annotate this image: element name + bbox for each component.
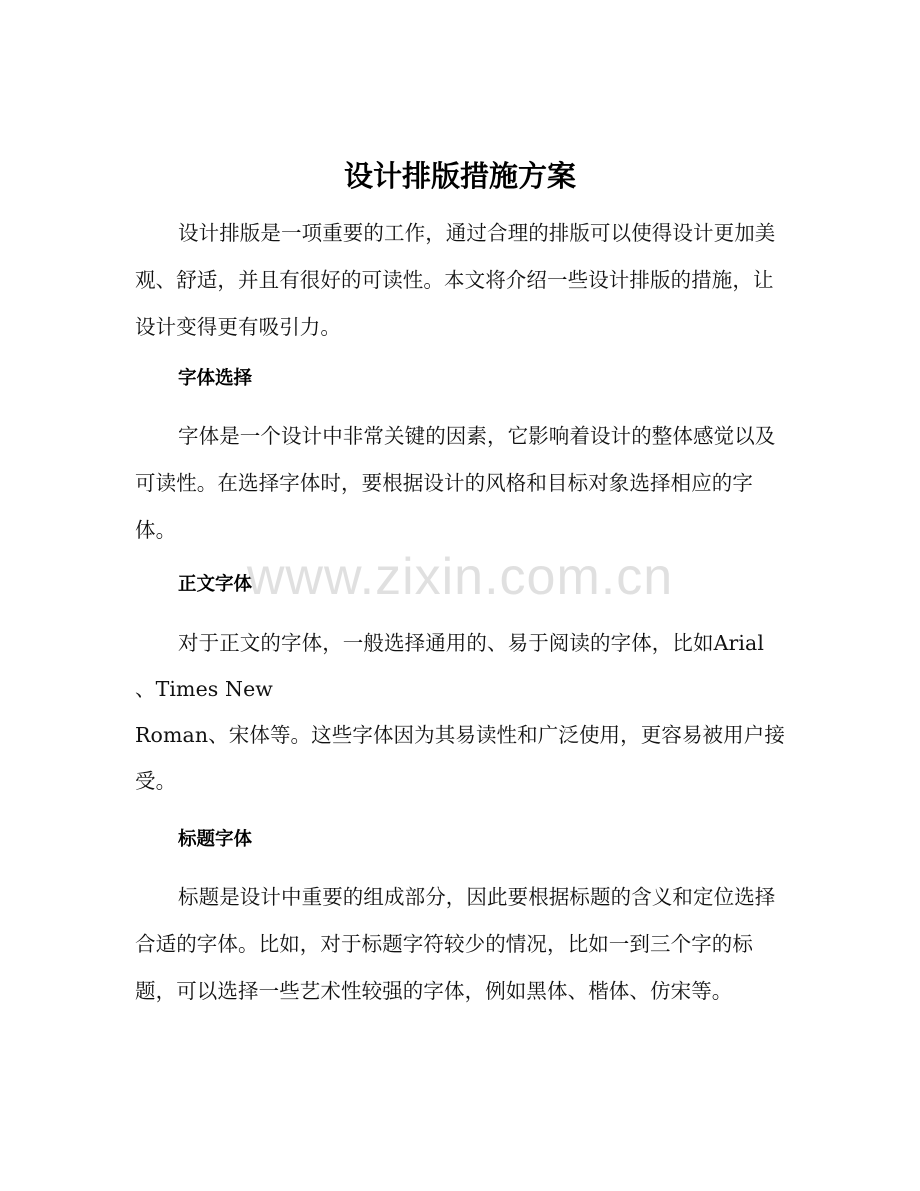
intro-paragraph: 设计排版是一项重要的工作，通过合理的排版可以使得设计更加美观、舒适，并且有很好的可读性。本文将介绍一些设计排版的措施，让设计变得更有吸引力。: [135, 221, 776, 339]
document-title: 设计排版措施方案: [343, 159, 576, 193]
section-heading-title-font: 标题字体: [178, 829, 253, 850]
section-body-font-selection: 字体是一个设计中非常关键的因素，它影响着设计的整体感觉以及可读性。在选择字体时，要根据设计的风格和目标对象选择相应的字体。: [135, 424, 776, 542]
section-heading-body-font: 正文字体: [178, 574, 253, 595]
section-heading-font-selection: 字体选择: [178, 368, 253, 389]
watermark-text: www.zixin.com.cn: [246, 548, 674, 606]
section-body-body-font: 对于正文的字体，一般选择通用的、易于阅读的字体，比如Arial 、Times New Roman、宋体等。这些字体因为其易读性和广泛使用，更容易被用户接受。: [135, 631, 785, 793]
section-body-title-font: 标题是设计中重要的组成部分，因此要根据标题的含义和定位选择合适的字体。比如，对于标题字符较少的情况，比如一到三个字的标题，可以选择一些艺术性较强的字体，例如黑体、楷体、仿宋等。: [135, 885, 776, 1003]
